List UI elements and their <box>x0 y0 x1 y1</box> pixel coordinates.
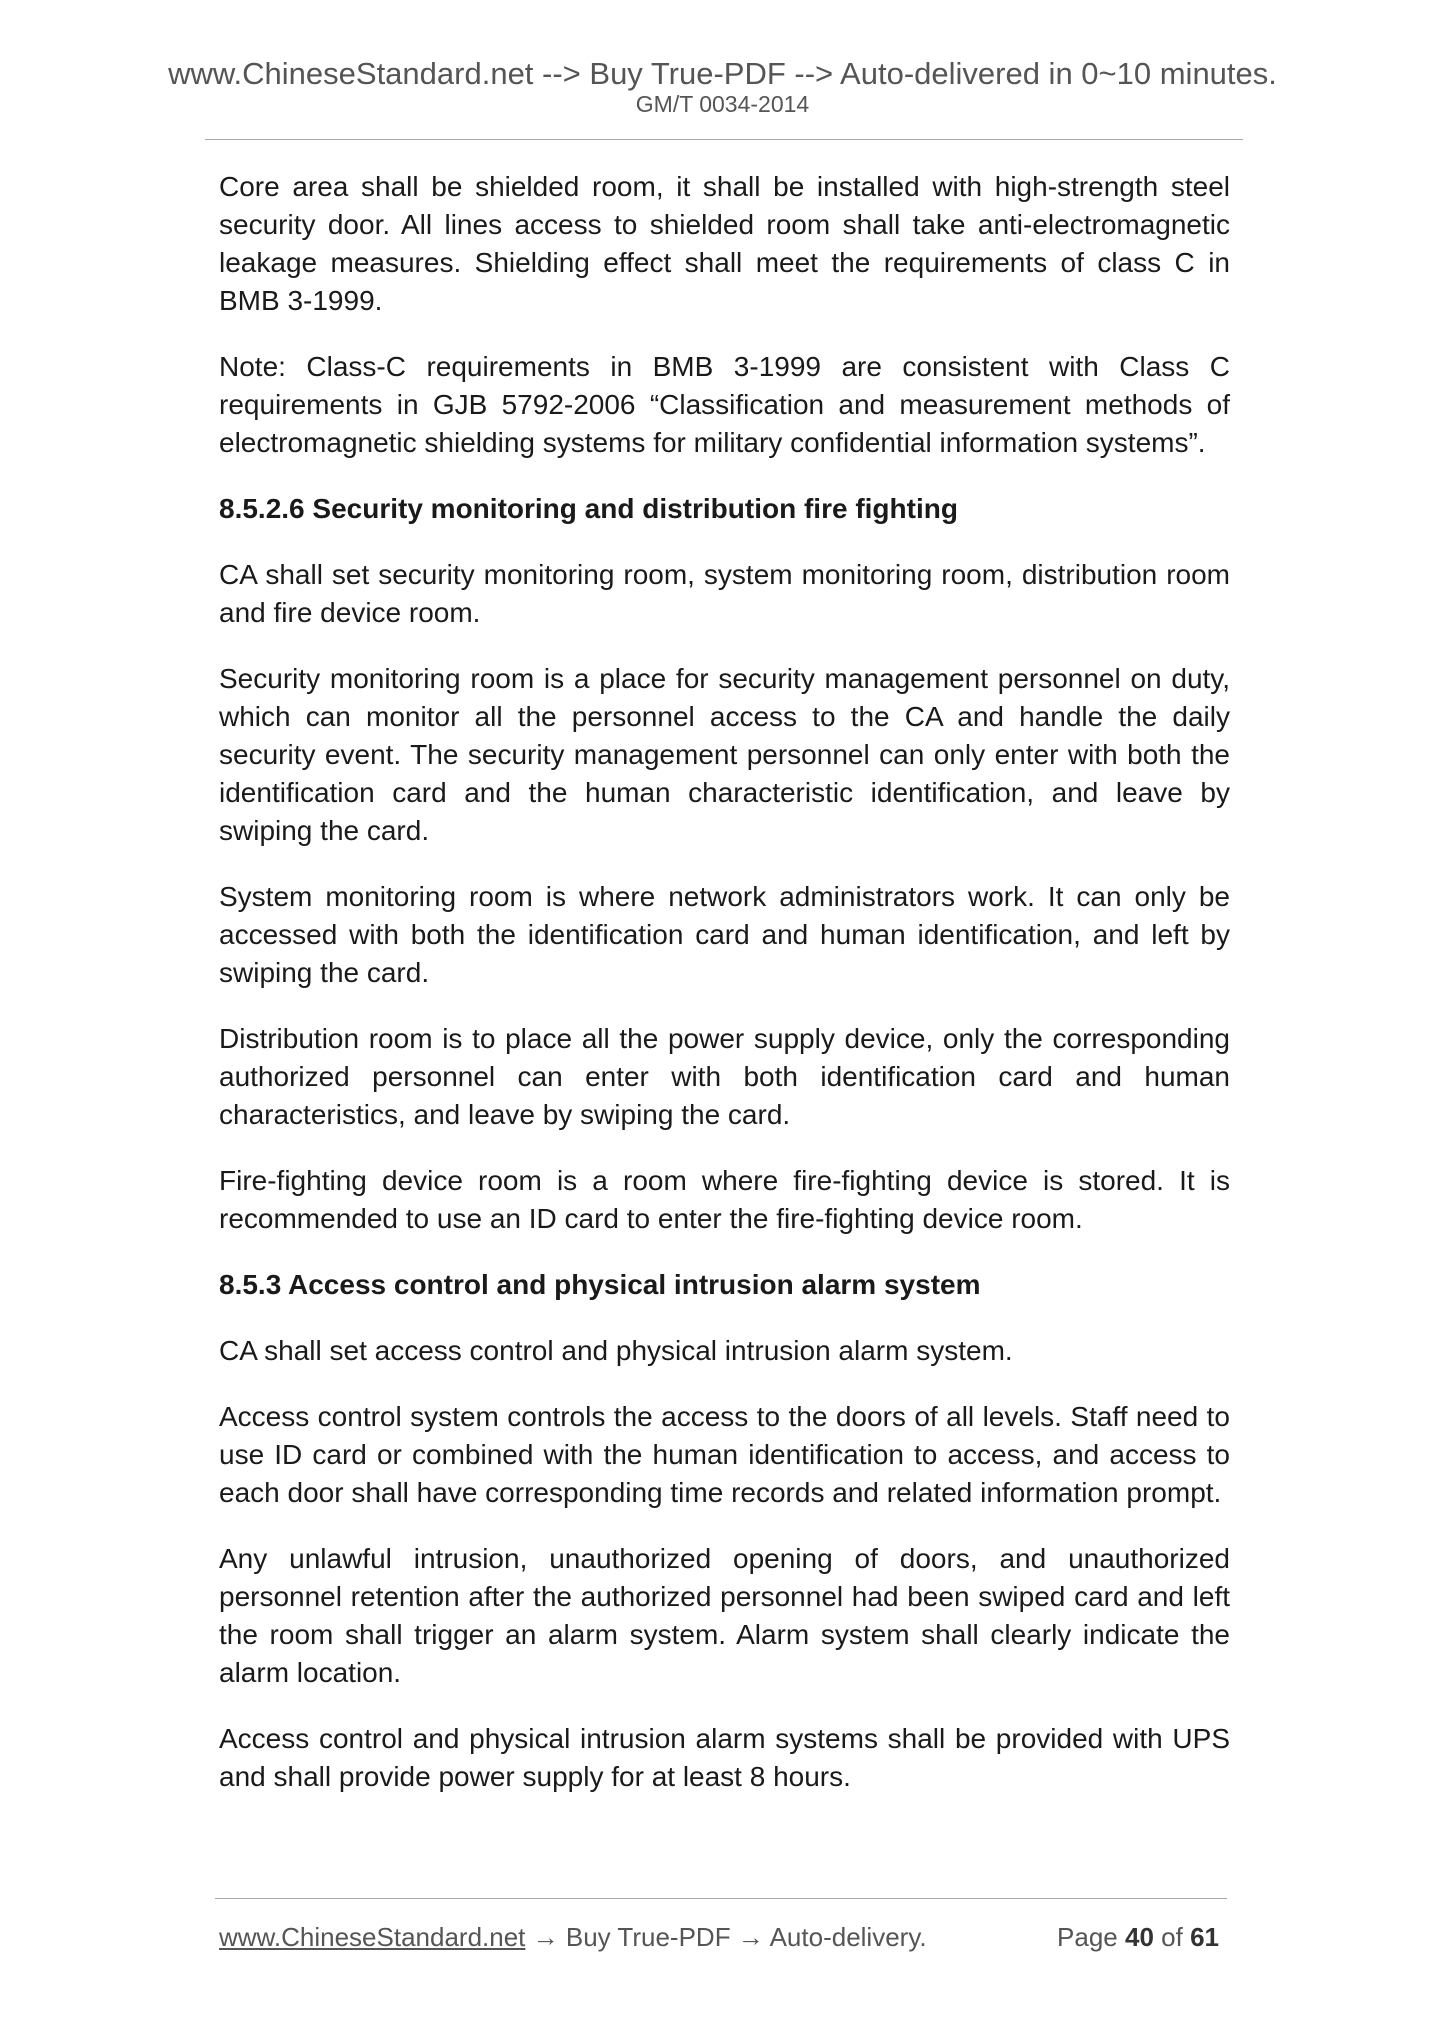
paragraph-ca-rooms: CA shall set security monitoring room, system monitoring room, distribution room and fire device room. <box>219 559 1230 628</box>
footer-divider <box>215 1898 1227 1899</box>
page-indicator <box>1057 1922 1219 1952</box>
paragraph-system-monitoring: System monitoring room is where network administrators work. It can only be accessed with both the identification card and human identification, and left by swiping the card. <box>219 881 1230 988</box>
site-link[interactable]: www.ChineseStandard.net <box>219 1922 526 1952</box>
paragraph-core-area: Core area shall be shielded room, it shall be installed with high-strength steel security door. All lines access to shielded room shall take anti-electromagnetic leakage measures. Shielding effect shall meet the requirements of class C in BMB 3-1999. <box>219 171 1230 316</box>
footer-links <box>219 1922 927 1952</box>
header-divider <box>205 139 1243 140</box>
page-content <box>219 168 1230 1824</box>
section-heading-8-5-2-6: 8.5.2.6 Security monitoring and distribution fire fighting <box>219 493 958 524</box>
paragraph-intrusion-alarm: Any unlawful intrusion, unauthorized opening of doors, and unauthorized personnel retention after the authorized personnel had been swiped card and left the room shall trigger an alarm system. Alarm system shall clearly indicate the alarm location. <box>219 1543 1230 1688</box>
paragraph-ups: Access control and physical intrusion alarm systems shall be provided with UPS and shall provide power supply for at least 8 hours. <box>219 1723 1230 1792</box>
paragraph-note: Note: Class-C requirements in BMB 3-1999 are consistent with Class C requirements in GJB 5792-2006 “Classification and measurement methods of electromagnetic shielding systems for military confidential information systems”. <box>219 351 1230 458</box>
paragraph-security-monitoring: Security monitoring room is a place for security management personnel on duty, which can monitor all the personnel access to the CA and handle the daily security event. The security management personnel can only enter with both the identification card and the human characteristic identification, and leave by swiping the card. <box>219 663 1230 846</box>
paragraph-distribution-room: Distribution room is to place all the power supply device, only the corresponding authorized personnel can enter with both identification card and human characteristics, and leave by swiping the card. <box>219 1023 1230 1130</box>
paragraph-access-control-system: Access control system controls the access to the doors of all levels. Staff need to use ID card or combined with the human identification to access, and access to each door shall have corresponding time records and related information prompt. <box>219 1401 1230 1508</box>
page-label: Page <box>1057 1922 1118 1952</box>
paragraph-fire-fighting: Fire-fighting device room is a room where fire-fighting device is stored. It is recommended to use an ID card to enter the fire-fighting device room. <box>219 1165 1230 1234</box>
document-code: GM/T 0034-2014 <box>635 91 810 117</box>
section-heading-8-5-3: 8.5.3 Access control and physical intrusion alarm system <box>219 1269 981 1300</box>
header-banner: www.ChineseStandard.net --> Buy True-PDF --> Auto-delivered in 0~10 minutes. <box>168 56 1277 91</box>
footer-delivery-text: → Buy True-PDF → Auto-delivery. <box>532 1922 927 1952</box>
total-pages: 61 <box>1190 1922 1219 1952</box>
page-number: 40 <box>1125 1922 1154 1952</box>
of-label: of <box>1161 1922 1183 1952</box>
paragraph-access-control-set: CA shall set access control and physical intrusion alarm system. <box>219 1335 1013 1366</box>
